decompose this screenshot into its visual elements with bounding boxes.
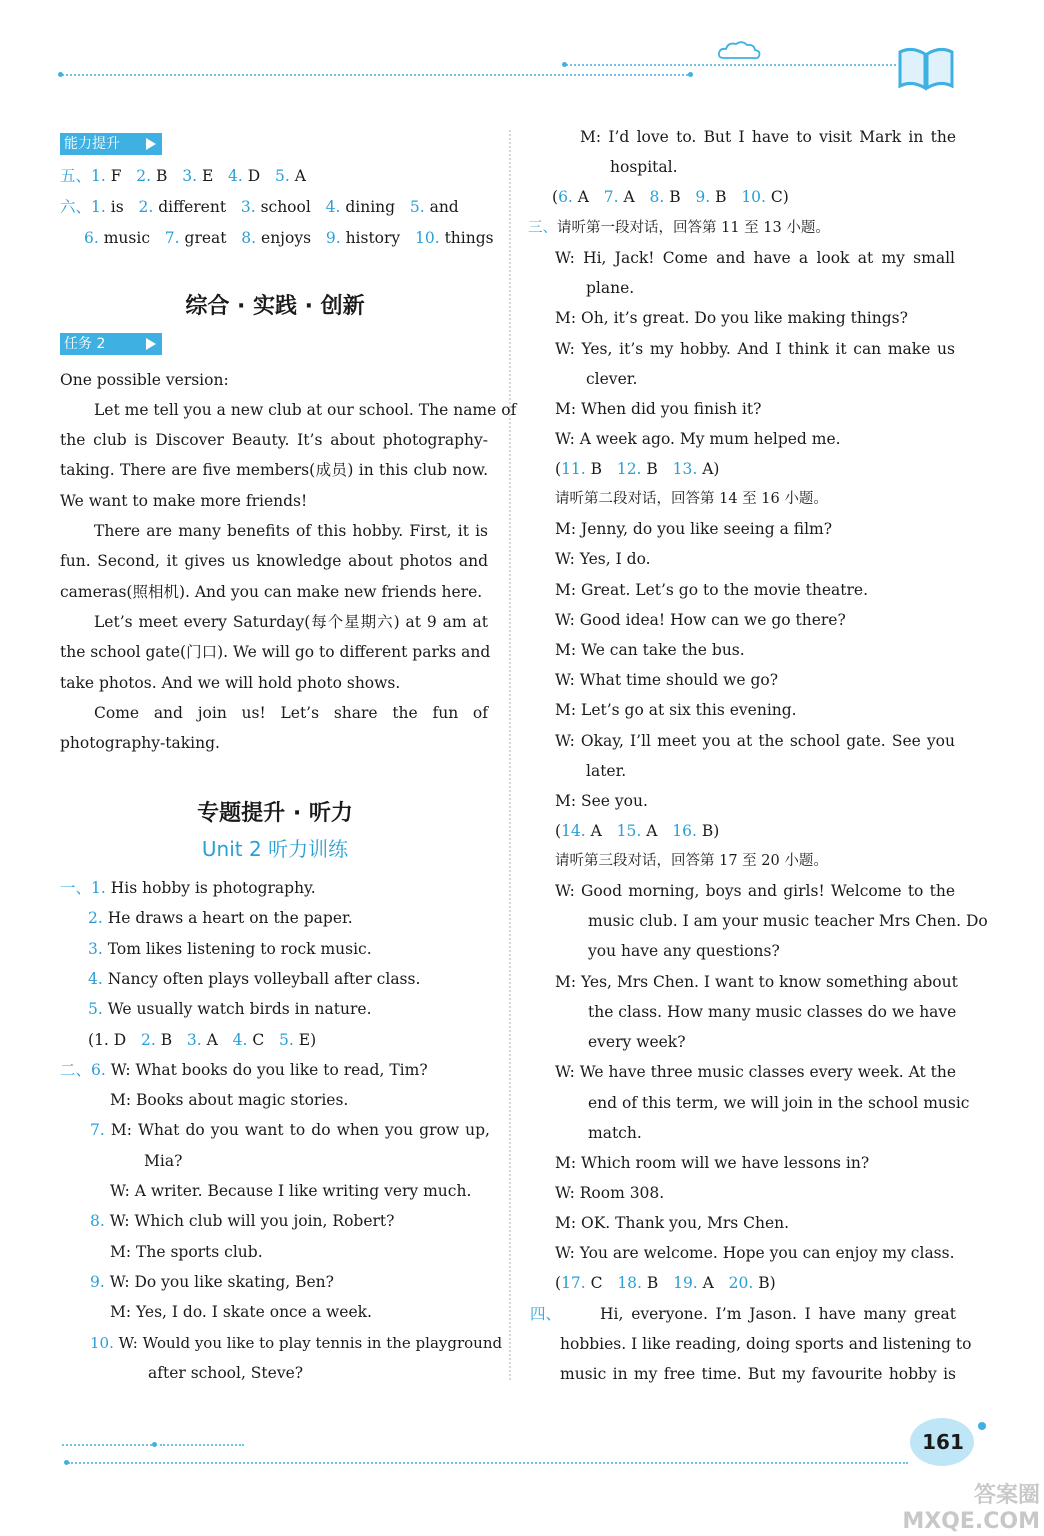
item-number: 8. <box>649 188 665 206</box>
p4-line: hobbies. I like reading, doing sports and listening to <box>560 1335 972 1353</box>
answer: C <box>252 1031 265 1049</box>
r-answers-1: (6. A 7. A 8. B 9. B 10. C) <box>552 188 789 206</box>
essay-line: Let me tell you a new club at our school. The name of <box>94 401 517 419</box>
answer: enjoys <box>261 229 312 247</box>
item-number: 5. <box>279 1031 294 1049</box>
item-number: 9. <box>695 188 711 206</box>
r-title-3: 请听第三段对话，回答第 17 至 20 小题。 <box>555 853 828 869</box>
item-number: 16. <box>672 822 697 840</box>
essay-line: photography-taking. <box>60 734 220 752</box>
item-number: 9. <box>90 1273 105 1291</box>
dialogue: W: Which club will you join, Robert? <box>109 1212 395 1230</box>
item-number: 1. <box>91 879 106 897</box>
r-title-2: 请听第二段对话，回答第 14 至 16 小题。 <box>555 491 828 507</box>
answer: great <box>184 229 227 247</box>
q-number: 五、 <box>60 167 92 185</box>
d3-line: M: Which room will we have lessons in? <box>555 1154 870 1172</box>
item-number: 1. <box>91 167 106 185</box>
item-number: 2. <box>136 167 152 185</box>
d1-line: W: Hi, Jack! Come and have a look at my small <box>555 249 955 267</box>
item-number: 4. <box>232 1031 248 1049</box>
top-dot-mid <box>688 72 693 77</box>
answer: B <box>701 822 714 840</box>
bottom-dotted-line-long <box>68 1462 908 1464</box>
answer: B <box>646 460 658 478</box>
p2-line <box>90 1333 503 1353</box>
r-answers-3: (14. A 15. A 16. B) <box>555 822 720 840</box>
item-number: 18. <box>617 1274 642 1292</box>
q-number: 四、 <box>530 1305 562 1323</box>
item-number: 2. <box>141 1031 156 1049</box>
item-number: 1. <box>94 1031 109 1049</box>
item-number: 7. <box>603 188 619 206</box>
p2-line: M: Yes, I do. I skate once a week. <box>110 1303 372 1321</box>
answer: music <box>103 229 151 247</box>
item-number: 13. <box>672 460 698 478</box>
page-number: 161 <box>922 1430 964 1454</box>
item-number: 3. <box>186 1031 202 1049</box>
p2-line: M: Books about magic stories. <box>110 1091 349 1109</box>
d3-line: the class. How many music classes do we have <box>588 1003 957 1021</box>
item-number: 9. <box>325 229 341 247</box>
answer: dining <box>345 198 396 216</box>
item-number: 14. <box>561 822 586 840</box>
d3-line: music club. I am your music teacher Mrs Chen. Do <box>588 912 988 930</box>
instruction: 请听第一段对话，回答第 11 至 13 小题。 <box>557 220 830 236</box>
answer: D <box>113 1031 127 1049</box>
p2-line: M: The sports club. <box>110 1243 263 1261</box>
item-number: 12. <box>616 460 642 478</box>
row-5 <box>60 166 306 186</box>
item-number: 6. <box>84 229 99 247</box>
answer: school <box>260 198 311 216</box>
p2-line: W: A writer. Because I like writing very much. <box>110 1182 472 1200</box>
q-number: 三、 <box>528 220 557 236</box>
answer: B <box>590 460 603 478</box>
item-number: 8. <box>90 1212 105 1230</box>
answer: A <box>294 167 306 185</box>
d1-line: clever. <box>586 370 638 388</box>
d3-line: M: Yes, Mrs Chen. I want to know something about <box>555 973 958 991</box>
d3-line: W: Room 308. <box>555 1184 665 1202</box>
essay-line: There are many benefits of this hobby. First, it is <box>94 522 488 540</box>
answer: is <box>110 198 124 216</box>
p1-line <box>88 969 420 989</box>
item-number: 20. <box>728 1274 754 1292</box>
answer: B <box>156 167 168 185</box>
row-6b <box>84 228 494 248</box>
ability-label-text: 能力提升 <box>64 136 120 152</box>
p4-line: Hi, everyone. I’m Jason. I have many great <box>600 1305 956 1323</box>
item-number: 4. <box>88 970 103 988</box>
essay-line: the club is Discover Beauty. It’s about photography- <box>60 431 488 449</box>
d2-line: W: Okay, I’ll meet you at the school gate. See you <box>555 732 955 750</box>
answer: C <box>590 1274 603 1292</box>
item-number: 3. <box>182 167 197 185</box>
d1-line: W: A week ago. My mum helped me. <box>555 430 841 448</box>
sentence: Nancy often plays volleyball after class. <box>107 970 421 988</box>
answer: A <box>646 822 658 840</box>
d3-line: every week? <box>588 1033 686 1051</box>
p1-answers: (1. D 2. B 3. A 4. C 5. E) <box>88 1031 317 1049</box>
r-top-line: hospital. <box>610 158 678 176</box>
essay-line: Come and join us! Let’s share the fun of <box>94 704 488 722</box>
item-number: 8. <box>241 229 257 247</box>
item-number: 3. <box>240 198 256 216</box>
d3-line: W: We have three music classes every week. At the <box>555 1063 957 1081</box>
p1-line <box>88 939 372 959</box>
bottom-dotted-line-short-2 <box>160 1444 244 1446</box>
top-dotted-line-left <box>62 74 692 76</box>
item-number: 4. <box>325 198 341 216</box>
d2-line: M: We can take the bus. <box>555 641 745 659</box>
arrow-icon <box>146 138 156 150</box>
p2-line: after school, Steve? <box>148 1364 304 1382</box>
dialogue: W: Do you like skating, Ben? <box>109 1273 334 1291</box>
q-number: 一、 <box>60 879 92 897</box>
d1-line: W: Yes, it’s my hobby. And I think it can make us <box>555 340 955 358</box>
r-top-line: M: I’d love to. But I have to visit Mark in the <box>580 128 956 146</box>
d2-line: M: Great. Let’s go to the movie theatre. <box>555 581 868 599</box>
arrow-icon <box>146 338 156 350</box>
item-number: 17. <box>561 1274 586 1292</box>
ability-label <box>60 133 162 155</box>
answer: B <box>715 188 727 206</box>
item-number: 5. <box>275 167 290 185</box>
row-6a <box>60 197 459 217</box>
p2-line <box>60 1060 428 1080</box>
answer: history <box>345 229 401 247</box>
essay-line: take photos. And we will hold photo shows. <box>60 674 401 692</box>
q-number: 六、 <box>60 198 92 216</box>
answer: C <box>770 188 783 206</box>
item-number: 3. <box>88 940 103 958</box>
item-number: 10. <box>90 1334 114 1352</box>
p1-line <box>88 999 372 1019</box>
r-answers-4: (17. C 18. B 19. A 20. B) <box>555 1274 776 1292</box>
answer: things <box>444 229 494 247</box>
sentence: He draws a heart on the paper. <box>107 909 353 927</box>
item-number: 5. <box>409 198 425 216</box>
answer: B <box>646 1274 659 1292</box>
item-number: 6. <box>558 188 573 206</box>
d2-line: W: Yes, I do. <box>555 550 651 568</box>
p1-line <box>60 878 316 898</box>
d1-line: M: When did you finish it? <box>555 400 762 418</box>
answer: E <box>298 1031 311 1049</box>
answer: and <box>429 198 459 216</box>
book-icon <box>896 44 956 92</box>
top-dotted-line-right <box>566 64 896 66</box>
r-answers-2: (11. B 12. B 13. A) <box>555 460 720 478</box>
answer: A <box>590 822 602 840</box>
task-label-text: 任务 2 <box>64 336 106 352</box>
answer: D <box>247 167 261 185</box>
d3-line: W: Good morning, boys and girls! Welcome to the <box>555 882 955 900</box>
answer: F <box>110 167 122 185</box>
item-number: 4. <box>228 167 243 185</box>
item-number: 2. <box>138 198 154 216</box>
item-number: 10. <box>741 188 766 206</box>
sentence: His hobby is photography. <box>110 879 316 897</box>
p4-line: music in my free time. But my favourite hobby is <box>560 1365 956 1383</box>
answer: A <box>577 188 589 206</box>
item-number: 7. <box>164 229 180 247</box>
item-number: 1. <box>91 198 106 216</box>
d2-line: W: What time should we go? <box>555 671 779 689</box>
answer: B <box>758 1274 770 1292</box>
item-number: 10. <box>414 229 440 247</box>
dialogue: W: What books do you like to read, Tim? <box>110 1061 428 1079</box>
item-number: 19. <box>673 1274 698 1292</box>
essay-line: fun. Second, it gives us knowledge about photos and <box>60 552 488 570</box>
bottom-dot <box>152 1442 157 1447</box>
answer: B <box>160 1031 173 1049</box>
unit-title: Unit 2 听力训练 <box>201 837 349 861</box>
d3-line: M: OK. Thank you, Mrs Chen. <box>555 1214 790 1232</box>
d2-line: M: See you. <box>555 792 648 810</box>
dialogue: M: What do you want to do when you grow up, <box>110 1121 490 1139</box>
cloud-icon <box>716 40 762 62</box>
answer: A <box>623 188 635 206</box>
answer: E <box>201 167 214 185</box>
top-dot-left <box>58 72 63 77</box>
d1-line: M: Oh, it’s great. Do you like making things? <box>555 309 908 327</box>
d3-line: match. <box>588 1124 642 1142</box>
essay-line: Let’s meet every Saturday(每个星期六) at 9 am at <box>94 613 488 631</box>
sentence: Tom likes listening to rock music. <box>107 940 372 958</box>
essay-line: taking. There are five members(成员) in this club now. <box>60 461 488 479</box>
d2-line: M: Jenny, do you like seeing a film? <box>555 520 833 538</box>
p2-line <box>90 1272 334 1292</box>
essay-line: We want to make more friends! <box>60 492 308 510</box>
d2-line: later. <box>586 762 627 780</box>
answer: A <box>702 1274 714 1292</box>
bottom-dotted-line-short <box>62 1444 152 1446</box>
p1-line <box>88 908 353 928</box>
answer: A <box>206 1031 218 1049</box>
p2-line <box>90 1120 490 1140</box>
essay-line: One possible version: <box>60 371 229 389</box>
section-heading-listening: 专题提升 · 听力 <box>197 801 353 826</box>
d3-line: W: You are welcome. Hope you can enjoy my class. <box>555 1244 955 1262</box>
item-number: 15. <box>616 822 642 840</box>
sentence: We usually watch birds in nature. <box>107 1000 372 1018</box>
r-part3-title <box>528 218 830 238</box>
d3-line: end of this term, we will join in the school music <box>588 1094 970 1112</box>
d2-line: M: Let’s go at six this evening. <box>555 701 797 719</box>
bottom-dot-left <box>64 1460 69 1465</box>
q-number: 二、 <box>60 1061 92 1079</box>
item-number: 7. <box>90 1121 105 1139</box>
section-heading-practice: 综合 · 实践 · 创新 <box>185 294 365 319</box>
d1-line: plane. <box>586 279 635 297</box>
p2-line <box>90 1211 394 1231</box>
essay-line: the school gate(门口). We will go to different parks and <box>60 643 491 661</box>
answer: different <box>158 198 227 216</box>
task-label <box>60 333 162 355</box>
watermark: 答案圈 MXQE.COM <box>902 1483 1040 1534</box>
column-divider <box>509 130 511 1380</box>
item-number: 2. <box>88 909 103 927</box>
d3-line: you have any questions? <box>588 942 780 960</box>
item-number: 5. <box>88 1000 103 1018</box>
essay-line: cameras(照相机). And you can make new friends here. <box>60 583 483 601</box>
dialogue: W: Would you like to play tennis in the playground <box>118 1334 503 1352</box>
answer: B <box>669 188 681 206</box>
top-dot-right <box>562 62 567 67</box>
item-number: 11. <box>561 460 586 478</box>
item-number: 6. <box>91 1061 106 1079</box>
p2-line: Mia? <box>144 1152 183 1170</box>
answer: A <box>702 460 714 478</box>
bubble-dot <box>978 1422 986 1430</box>
d2-line: W: Good idea! How can we go there? <box>555 611 846 629</box>
